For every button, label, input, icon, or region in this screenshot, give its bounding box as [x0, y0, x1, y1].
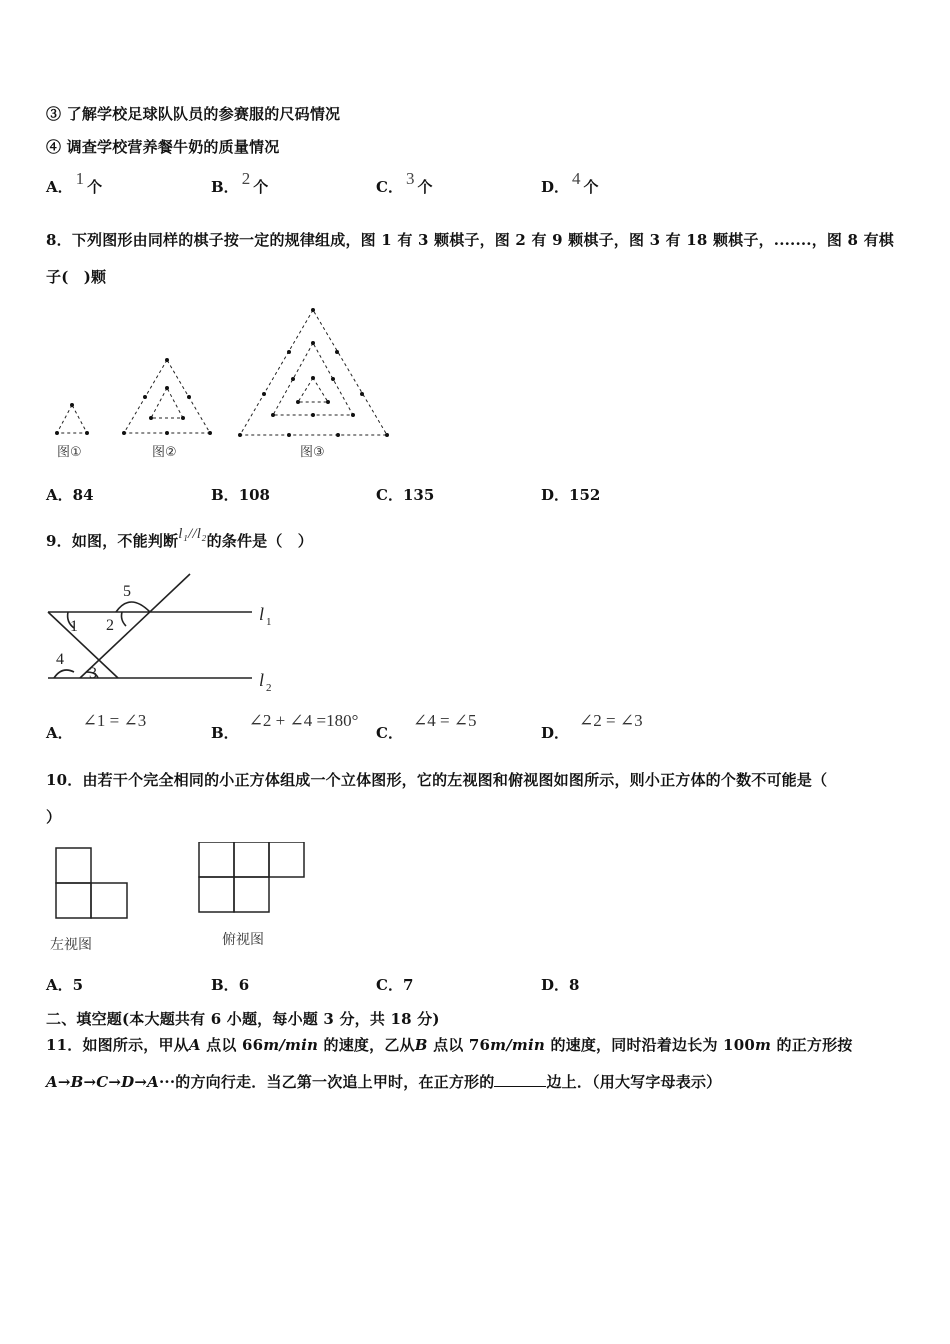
q10-option-b[interactable]: B．6 — [211, 976, 250, 994]
q10-option-d[interactable]: D．8 — [541, 976, 580, 994]
q8-figure — [40, 298, 400, 468]
section-2-title: 二、填空题(本大题共有 6 小题，每小题 3 分，共 18 分) — [46, 1010, 440, 1028]
figure-1-caption: 图① — [57, 445, 82, 460]
q7-option-a[interactable]: A． 1 个 — [46, 169, 103, 196]
figure-2-triangles — [124, 360, 210, 433]
q10-option-a[interactable]: A．5 — [46, 976, 84, 994]
q9-option-b[interactable]: B．∠2 + ∠4 =180° — [211, 711, 359, 742]
q8-option-a[interactable]: A．84 — [46, 486, 94, 504]
angle-1-label: 1 — [70, 618, 78, 635]
l2-subscript: 2 — [266, 682, 272, 694]
q9-option-d[interactable]: D．∠2 = ∠3 — [541, 711, 643, 742]
angle-4-label: 4 — [56, 651, 64, 668]
figure-3-caption: 图③ — [300, 445, 325, 460]
figure-3-pieces — [238, 308, 389, 437]
q10-stem-line1: 10．由若干个完全相同的小正方体组成一个立体图形，它的左视图和俯视图如图所示，则小正方体的个数不可能是（ — [46, 771, 828, 789]
figure-1-triangle — [57, 405, 87, 433]
left-view-squares — [56, 848, 127, 918]
top-view-squares — [199, 842, 304, 912]
angle-4-arc — [54, 670, 74, 678]
q10-stem-line2: ） — [46, 808, 62, 826]
q10-option-c[interactable]: C．7 — [376, 976, 414, 994]
l1-subscript: 1 — [266, 616, 272, 628]
q8-option-c[interactable]: C．135 — [376, 486, 435, 504]
angle-2-arc — [122, 612, 127, 626]
q7-option-b[interactable]: B． 2 个 — [211, 169, 269, 196]
figure-2-pieces — [122, 358, 212, 435]
q7-option-c[interactable]: C． 3 个 — [376, 169, 433, 196]
figure-1-pieces — [55, 403, 89, 435]
q8-stem-line2: 子( )颗 — [46, 268, 107, 286]
q11-stem-line2: A→B→C→D→A···的方向行走．当乙第一次追上甲时，在正方形的 边上．（用大写字母表示） — [46, 1073, 722, 1091]
q11-stem-line1: 11．如图所示，甲从A 点以 66m/min 的速度，乙从B 点以 76m/min 的速度，同时沿着边长为 100m 的正方形按 — [46, 1036, 853, 1054]
q8-stem-line1: 8．下列图形由同样的棋子按一定的规律组成，图 1 有 3 颗棋子，图 2 有 9 颗棋子，图 3 有 18 颗棋子，.......，图 8 有棋 — [46, 231, 895, 249]
q8-option-d[interactable]: D．152 — [541, 486, 601, 504]
q9-option-a[interactable]: A．∠1 = ∠3 — [46, 711, 147, 742]
transversal-2 — [80, 574, 190, 678]
q7-option-d[interactable]: D． 4 个 — [541, 169, 599, 196]
angle-5-arc — [116, 602, 150, 612]
q7-item-3: ③ 了解学校足球队队员的参赛服的尺码情况 — [46, 105, 341, 123]
left-view-caption: 左视图 — [50, 937, 92, 953]
l2-label: l — [259, 670, 265, 690]
q7-item-4: ④ 调查学校营养餐牛奶的质量情况 — [46, 138, 280, 156]
q9-condition: l₁//l₂ — [178, 526, 207, 542]
figure-2-caption: 图② — [152, 445, 177, 460]
angle-5-label: 5 — [123, 583, 131, 600]
q9-stem: 9．如图，不能判断l₁//l₂的条件是（ ） — [46, 526, 313, 550]
l1-label: l — [259, 604, 265, 624]
q9-figure — [40, 568, 290, 698]
angle-3-label: 3 — [89, 665, 97, 682]
top-view-caption: 俯视图 — [222, 932, 264, 948]
answer-blank[interactable] — [494, 1072, 546, 1087]
q8-option-b[interactable]: B．108 — [211, 486, 270, 504]
angle-2-label: 2 — [106, 617, 114, 634]
q10-figure — [50, 842, 320, 924]
q9-option-c[interactable]: C．∠4 = ∠5 — [376, 711, 477, 742]
